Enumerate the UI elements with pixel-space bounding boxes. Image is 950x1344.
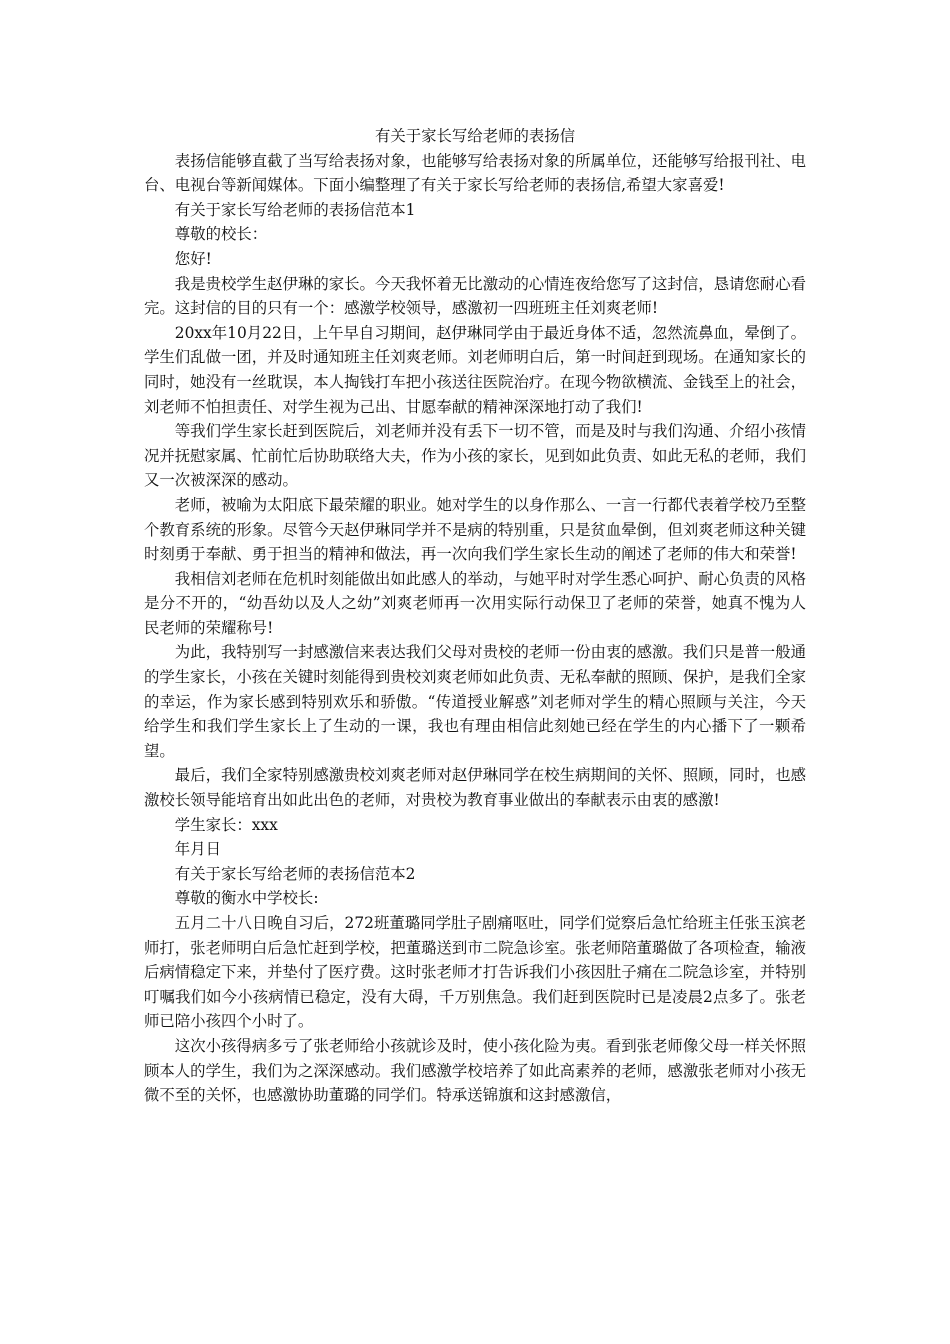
document-page (144, 124, 806, 1108)
body-paragraph: 我相信刘老师在危机时刻能做出如此感人的举动，与她平时对学生悉心呵护、耐心负责的风格是分不开的，“幼吾幼以及人之幼”刘爽老师再一次用实际行动保卫了老师的荣誉，她真不愧为人民老师的荣耀称号! (144, 569, 806, 637)
body-paragraph: 等我们学生家长赶到医院后，刘老师并没有丢下一切不管，而是及时与我们沟通、介绍小孩情况并抚慰家属、忙前忙后协助联络大夫，作为小孩的家长，见到如此负责、如此无私的老师，我们又一次被深深的感动。 (144, 422, 806, 490)
document-title: 有关于家长写给老师的表扬信 (374, 127, 576, 145)
sample-1-heading: 有关于家长写给老师的表扬信范本1 (174, 200, 416, 219)
body-paragraph: 五月二十八日晚自习后，272班董璐同学肚子剧痛呕吐，同学们觉察后急忙给班主任张玉滨老师打，张老师明白后急忙赶到学校，把董璐送到市二院急诊室。张老师陪董璐做了各项检查，输液后病情稳定下来，并垫付了医疗费。这时张老师才打告诉我们小孩因肚子痛在二院急诊室，并特别叮嘱我们如今小孩病情已稳定，没有大碍，千万别焦急。我们赶到医院时已是凌晨2点多了。张老师已陪小孩四个小时了。 (144, 914, 806, 1031)
intro-paragraph: 表扬信能够直截了当写给表扬对象，也能够写给表扬对象的所属单位，还能够写给报刊社、电台、电视台等新闻媒体。下面小编整理了有关于家长写给老师的表扬信,希望大家喜爱! (144, 151, 806, 195)
signature-line: 学生家长：xxx (174, 815, 278, 834)
salutation: 尊敬的校长： (174, 225, 268, 244)
body-paragraph: 这次小孩得病多亏了张老师给小孩就诊及时，使小孩化险为夷。看到张老师像父母一样关怀照顾本人的学生，我们为之深深感动。我们感激学校培养了如此高素养的老师，感激张老师对小孩无微不至的关怀，也感激协助董璐的同学们。特承送锦旗和这封感激信， (144, 1036, 806, 1105)
body-paragraph: 最后，我们全家特别感激贵校刘爽老师对赵伊琳同学在校生病期间的关怀、照顾，同时，也感激校长领导能培育出如此出色的老师，对贵校为教育事业做出的奉献表示由衷的感激! (144, 766, 806, 810)
sample-2-heading: 有关于家长写给老师的表扬信范本2 (174, 864, 416, 883)
body-paragraph: 20xx年10月22日，上午早自习期间，赵伊琳同学由于最近身体不适，忽然流鼻血，晕倒了。学生们乱做一团，并及时通知班主任刘爽老师。刘老师明白后，第一时间赶到现场。在通知家长的同时，她没有一丝耽误，本人掏钱打车把小孩送往医院治疗。在现今物欲横流、金钱至上的社会，刘老师不怕担责任、对学生视为己出、甘愿奉献的精神深深地打动了我们! (144, 323, 806, 416)
body-paragraph: 为此，我特别写一封感激信来表达我们父母对贵校的老师一份由衷的感激。我们只是普一般通的学生家长，小孩在关键时刻能得到贵校刘爽老师如此负责、无私奉献的照顾、保护，是我们全家的幸运，作为家长感到特别欢乐和骄傲。“传道授业解惑”刘老师对学生的精心照顾与关注，今天给学生和我们学生家长上了生动的一课，我也有理由相信此刻她已经在学生的内心播下了一颗希望。 (144, 643, 806, 760)
body-paragraph: 我是贵校学生赵伊琳的家长。今天我怀着无比激动的心情连夜给您写了这封信，恳请您耐心看完。这封信的目的只有一个：感激学校领导，感激初一四班班主任刘爽老师! (144, 274, 806, 318)
greeting: 您好! (174, 249, 212, 268)
date-line: 年月日 (174, 840, 221, 859)
body-paragraph: 老师，被喻为太阳底下最荣耀的职业。她对学生的以身作那么、一言一行都代表着学校乃至整个教育系统的形象。尽管今天赵伊琳同学并不是病的特别重，只是贫血晕倒，但刘爽老师这种关键时刻勇于奉献、勇于担当的精神和做法，再一次向我们学生家长生动的阐述了老师的伟大和荣誉! (144, 495, 806, 564)
salutation: 尊敬的衡水中学校长: (174, 889, 319, 908)
